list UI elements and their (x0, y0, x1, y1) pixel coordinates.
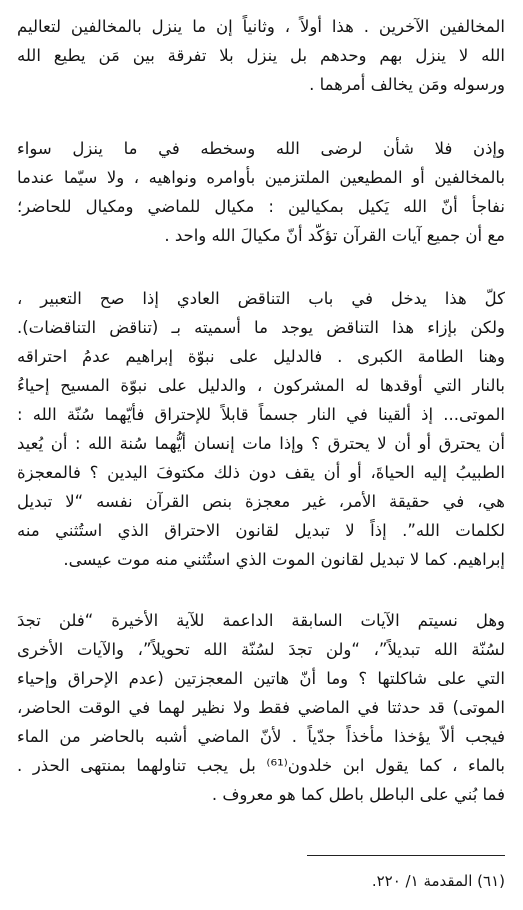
text-line: ورسوله ومَن يخالف أمرهما . (309, 75, 505, 94)
text-line: الله لا ينزل بهم وحدهم بل ينزل بلا تفرقة بين مَن يطيع الله (17, 46, 505, 65)
text-line: نفاجأ أنّ الله يَكيل بمكيالين : مكيال للماضي ومكيال للحاضر؛ (17, 197, 505, 216)
text-line: الموتى) قد حدثتا في الماضي فقط ولا نظير لهما في الوقت الحاضر، (17, 698, 505, 717)
text-line: لسُنّة الله تبديلاً”، “ولن تجدَ لسُنّة الله تحويلاً”، والآيات الأخرى (17, 640, 505, 659)
text-line: أن يحترق أو أن لا يحترق ؟ وإذا مات إنسان أيُّهما سُنة الله : أن يُعيد (17, 434, 505, 453)
text-line: مع أن جميع آيات القرآن تؤكّد أنّ مكيالَ الله واحد . (164, 226, 505, 245)
text-line: وهنا الطامة الكبرى . فالدليل على نبوّة إبراهيم عدمُ احتراقه (17, 347, 505, 366)
text-line: بالمخالفين أو المطيعين الملتزمين بأوامره ونواهيه ، ولا سيّما عندما (17, 168, 505, 187)
text-line: هي، في حقيقة الأمر، غير معجزة بنص القرآن نفسه “لا تبديل (17, 492, 505, 511)
text-line: الموتى... إذ ألقينا في النار جسماً قابلاً للإحتراق فأيّهما سُنّة الله : (17, 405, 505, 424)
text-line: الطبيبُ إليه الحياةَ، أو أن يقف دون ذلك مكتوفَ اليدين ؟ فالمعجزة (17, 463, 505, 482)
footnote-separator (307, 855, 505, 856)
text-line: كلّ هذا يدخل في باب التناقض العادي إذا صح التعبير ، (17, 289, 505, 308)
text-line: وهل نسيتم الآيات السابقة الداعمة للآية الأخيرة “فلن تجدَ (17, 611, 505, 630)
text-line: بالنار التي أوقدها له المشركون ، والدليل على نبوّة المسيح إحياءُ (17, 376, 505, 395)
text-line: لكلمات الله”. إذاً لا تبديل لقانون الاحتراق الذي استُثني منه (17, 521, 505, 540)
text-line: بالماء ، كما يقول ابن خلدون⁽⁶¹⁾ بل يجب تناولهما بمنتهى الحذر . (17, 756, 505, 775)
text-line: ولكن بإزاء هذا التناقض يوجد ما أسميته بـ (تناقض التناقضات). (17, 318, 505, 337)
text-line: التي على شاكلتها ؟ وما أنّ هاتين المعجزتين (عدم الإحراق وإحياء (17, 669, 505, 688)
text-line: فما بُني على الباطل باطل كما هو معروف . (211, 785, 505, 804)
footnote: (٦١) المقدمة ١/ ٢٢٠. (371, 872, 505, 890)
text-line: المخالفين الآخرين . هذا أولاً ، وثانياً إن ما ينزل بالمخالفين لتعاليم (17, 17, 505, 36)
text-line: إبراهيم. كما لا تبديل لقانون الموت الذي استُثني منه موت عيسى. (63, 550, 505, 569)
text-line: فيجب ألاّ يؤخذا مأخذاً جدّياً . لأنّ الماضي أشبه بالحاضر من الماء (17, 727, 505, 746)
text-line: وإذن فلا شأن لرضى الله وسخطه في ما ينزل سواء (17, 139, 505, 158)
